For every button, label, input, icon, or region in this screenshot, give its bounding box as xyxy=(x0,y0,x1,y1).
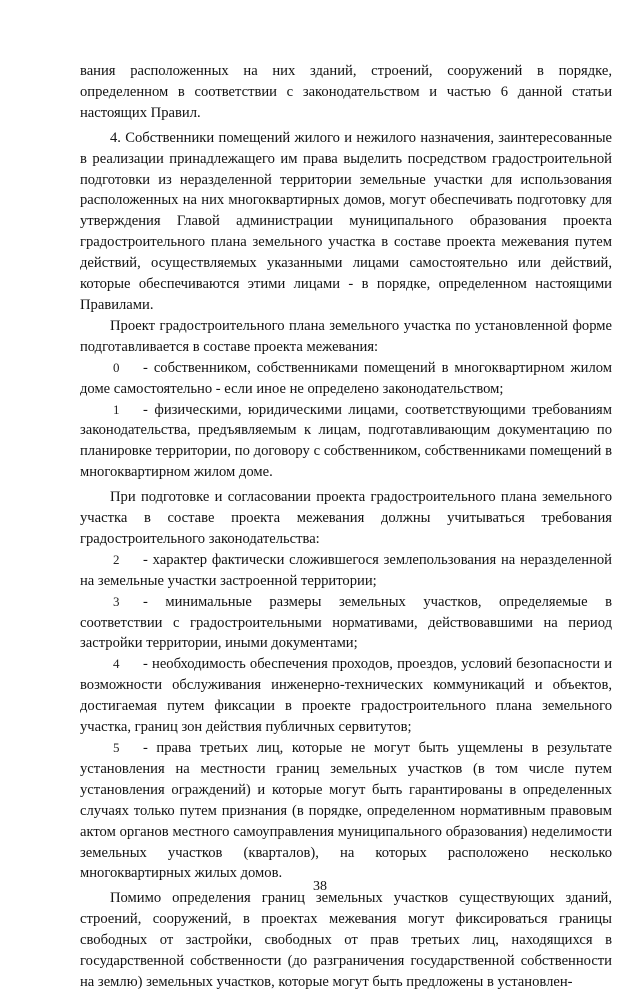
paragraph-free-land: Помимо определения границ земельных участков существующих зданий, строений, сооружений, в проектах межевания могут фиксироваться границы свободных от застройки, свободных от прав третьих лиц, находящихся в государственной собственности (до разграничения государственной собственности на землю) земельных участков, которые могут быть предложены в установлен- xyxy=(80,890,612,990)
list-marker: 0 xyxy=(113,359,120,375)
paragraph-continuation: вания расположенных на них зданий, строений, сооружений в порядке, определенном в соответствии с законодательством и частью 6 данной статьи настоящих Правил. xyxy=(80,63,612,121)
page-number: 38 xyxy=(313,879,327,894)
list-item-passages xyxy=(80,654,612,738)
list-item-text: - права третьих лиц, которые не могут быть ущемлены в результате установления на местности границ земельных участков (в том числе путем установления ограждений) и которые могут быть гарантированы в определенных случаях только путем признания (в порядке, определенном нормативным правовым актом органов местного самоуправления муниципального образования) неделимости земельных участков (кварталов), на которых расположено несколько многоквартирных жилых домов. xyxy=(80,740,612,882)
list-item-text: - характер фактически сложившегося землепользования на неразделенной на земельные участки застроенной территории; xyxy=(80,551,612,589)
list-item-text: - минимальные размеры земельных участков, определяемые в соответствии с градостроительными нормативами, действовавшими на период застройки территории, иными документами; xyxy=(80,593,612,652)
list-item-land-use xyxy=(80,550,612,592)
document-body xyxy=(80,61,612,993)
list-item-third-party-rights xyxy=(80,738,612,884)
list-marker: 2 xyxy=(113,551,120,567)
paragraph-owners-rights: 4. Собственники помещений жилого и нежилого назначения, заинтересованные в реализации принадлежащего им права выделить посредством градостроительной подготовки из неразделенной территории земельные участки для использования расположенных на них многоквартирных домов, могут обеспечивать подготовку для утверждения Главой администрации муниципального образования проекта градостроительного плана земельного участка в составе проекта межевания путем действий, осуществляемых указанными лицами самостоятельно или действий, которые обеспечиваются этими лицами - в порядке, определенном настоящими Правилами. xyxy=(80,129,612,313)
list-item-text: - собственником, собственниками помещений в многоквартирном жилом доме самостоятельно - если иное не определено законодательством; xyxy=(80,359,612,397)
list-item-min-sizes xyxy=(80,592,612,655)
list-marker: 1 xyxy=(113,401,120,417)
list-item-text: - необходимость обеспечения проходов, проездов, условий безопасности и возможности обслуживания инженерно-технических коммуникаций и объектов, достигаемая путем фиксации в проекте градостроительного плана земельного участка, границ зон действия публичных сервитутов; xyxy=(80,656,612,736)
list-marker: 3 xyxy=(113,593,120,609)
list-item-persons xyxy=(80,400,612,484)
paragraph-plan-project: Проект градостроительного плана земельного участка по установленной форме подготавливается в составе проекта межевания: xyxy=(80,317,612,355)
list-marker: 5 xyxy=(113,740,120,755)
list-marker: 4 xyxy=(113,656,120,672)
paragraph-requirements: При подготовке и согласовании проекта градостроительного плана земельного участка в составе проекта межевания должны учитываться требования градостроительного законодательства: xyxy=(80,489,612,547)
list-item-text: - физическими, юридическими лицами, соответствующими требованиям законодательства, предъявляемым к лицам, подготавливающим документацию по планировке территории, по договору с собственником, собственниками помещений в многоквартирном жилом доме. xyxy=(80,401,612,481)
list-item-owner xyxy=(80,358,612,400)
